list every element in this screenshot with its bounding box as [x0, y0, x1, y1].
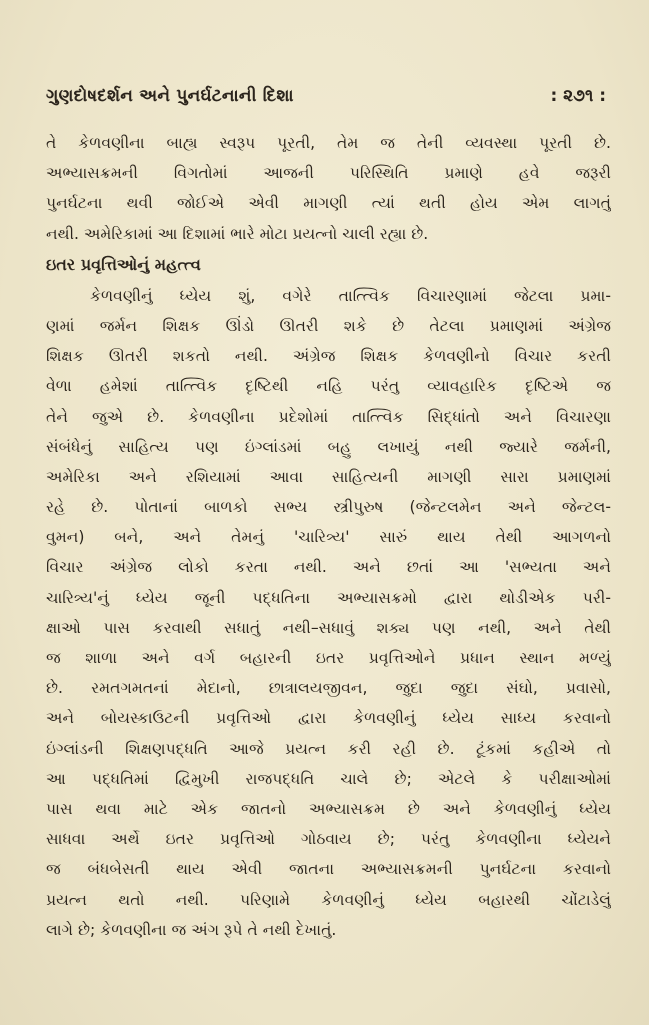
- text-line: પાસ થવા માટે એક જાતનો અભ્યાસક્રમ છે અને કેળવણીનું ધ્યેય: [46, 799, 611, 818]
- text-line: ચારિત્ર્ય'નું ધ્યેય જૂની પદ્ધતિના અભ્યાસક્રમો દ્વારા થોડીએક પરી-: [46, 588, 611, 607]
- page-number: : ૨૭૧ :: [550, 86, 606, 106]
- text-line: જ બંધબેસતી થાય એવી જાતના અભ્યાસક્રમની પુનર્ઘટના કરવાનો: [46, 860, 611, 879]
- text-line: ક્ષાઓ પાસ કરવાથી સધાતું નથી–સધાવું શક્ય પણ નથી, અને તેથી: [46, 618, 611, 637]
- page-header: [46, 86, 606, 116]
- text-line: સંબંધેનું સાહિત્ય પણ ઇંગ્લાંડમાં બહુ લખાયું નથી જ્યારે જર્મની,: [46, 437, 611, 456]
- text-line: રહે છે. પોતાનાં બાળકો સભ્ય સ્ત્રીપુરુષ (જેન્ટલમેન અને જેન્ટલ-: [46, 498, 611, 517]
- text-line: ઇંગ્લાંડની શિક્ષણપદ્ધતિ આજે પ્રયત્ન કરી રહી છે. ટૂંકમાં કહીએ તો: [46, 739, 611, 758]
- text-line: વિચાર અંગ્રેજ લોકો કરતા નથી. અને છતાં આ 'સભ્યતા અને: [46, 558, 611, 577]
- text-line: સાધવા અર્થે ઇતર પ્રવૃત્તિઓ ગોઠવાય છે; પરંતુ કેળવણીના ધ્યેયને: [46, 830, 611, 849]
- text-line: ણમાં જર્મન શિક્ષક ઊંડો ઊતરી શકે છે તેટલા પ્રમાણમાં અંગ્રેજ: [46, 316, 611, 335]
- text-line: આ પદ્ધતિમાં દ્વિમુખી રાજપદ્ધતિ ચાલે છે; એટલે કે પરીક્ષાઓમાં: [46, 769, 611, 788]
- body-text: [46, 128, 611, 945]
- text-line: પ્રયત્ન થતો નથી. પરિણામે કેળવણીનું ધ્યેય બહારથી ચોંટાડેલું: [46, 890, 611, 909]
- section-heading: ઇતર પ્રવૃત્તિઓનું મહત્ત્વ: [46, 254, 201, 274]
- text-line: વેળા હમેશાં તાત્ત્વિક દૃષ્ટિથી નહિ પરંતુ વ્યાવહારિક દૃષ્ટિએ જ: [46, 377, 611, 396]
- text-line: અભ્યાસક્રમની વિગતોમાં આજની પરિસ્થિતિ પ્રમાણે હવે જરૂરી: [46, 164, 611, 183]
- text-line: પુનર્ઘટના થવી જોઈએ એવી માગણી ત્યાં થતી હોય એમ લાગતું: [46, 194, 611, 213]
- text-line: શિક્ષક ઊતરી શકતો નથી. અંગ્રેજ શિક્ષક કેળવણીનો વિચાર કરતી: [46, 347, 611, 366]
- text-line: તે કેળવણીના બાહ્ય સ્વરૂપ પૂરતી, તેમ જ તેની વ્યવસ્થા પૂરતી છે.: [46, 134, 611, 152]
- text-line: જ શાળા અને વર્ગ બહારની ઇતર પ્રવૃત્તિઓને પ્રધાન સ્થાન મળ્યું: [46, 649, 611, 667]
- text-line: તેને જુએ છે. કેળવણીના પ્રદેશોમાં તાત્ત્વિક સિદ્ધાંતો અને વિચારણા: [46, 407, 611, 426]
- text-line: છે. રમતગમતનાં મેદાનો, છાત્રાલયજીવન, જુદા જુદા સંઘો, પ્રવાસો,: [46, 679, 611, 698]
- paragraph-2: [46, 281, 611, 945]
- text-line: નથી. અમેરિકામાં આ દિશામાં ભારે મોટા પ્રયત્નો ચાલી રહ્યા છે.: [46, 224, 429, 243]
- text-line: કેળવણીનું ધ્યેય શું, વગેરે તાત્ત્વિક વિચારણામાં જેટલા પ્રમા-: [90, 286, 611, 305]
- text-line: લાગે છે; કેળવણીના જ અંગ રૂપે તે નથી દેખાતું.: [46, 920, 337, 939]
- text-line: અને બોયસ્કાઉટની પ્રવૃત્તિઓ દ્વારા કેળવણીનું ધ્યેય સાધ્ય કરવાનો: [46, 709, 611, 728]
- running-title: ગુણદોષદર્શન અને પુનર્ઘટનાની દિશા: [46, 86, 294, 106]
- text-line: અમેરિકા અને રશિયામાં આવા સાહિત્યની માગણી સારા પ્રમાણમાં: [46, 467, 611, 486]
- text-line: વુમન) બને, અને તેમનું 'ચારિત્ર્ય' સારું થાય તેથી આગળનો: [46, 528, 611, 547]
- paragraph-1: [46, 128, 611, 249]
